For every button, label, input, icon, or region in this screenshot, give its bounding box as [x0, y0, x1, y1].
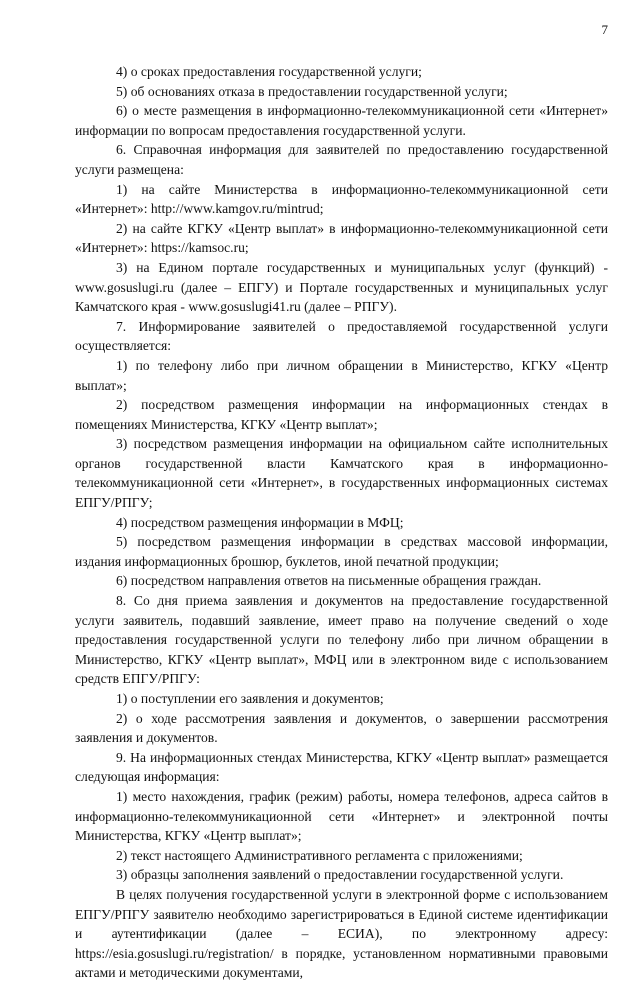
paragraph: В целях получения государственной услуги в электронной форме с использованием ЕПГУ/РПГУ заявителю необходимо зарегистрироваться в Единой системе идентификации и аутентификации (далее – ЕСИА), по электронному адресу: https://esia.gosuslugi.ru/registration/ в порядке, установленном нормативными правовыми актами и методическими документами,	[75, 886, 608, 981]
paragraph: 3) образцы заполнения заявлений о предоставлении государственной услуги.	[116, 867, 564, 883]
paragraph: 7. Информирование заявителей о предоставляемой государственной услуги осуществляется:	[75, 318, 608, 354]
paragraph: 4) посредством размещения информации в МФЦ;	[116, 514, 404, 530]
document-body	[75, 62, 608, 983]
paragraph: 1) на сайте Министерства в информационно-телекоммуникационной сети «Интернет»: http://www.kamgov.ru/mintrud;	[75, 181, 608, 217]
paragraph: 6) о месте размещения в информационно-телекоммуникационной сети «Интернет» информации по вопросам предоставления государственной услуги.	[75, 103, 608, 138]
paragraph: 5) об основаниях отказа в предоставлении государственной услуги;	[116, 83, 508, 99]
paragraph: 5) посредством размещения информации в средствах массовой информации, издания информационных брошюр, буклетов, иной печатной продукции;	[75, 534, 608, 569]
paragraph: 4) о сроках предоставления государственной услуги;	[116, 64, 422, 79]
paragraph: 6) посредством направления ответов на письменные обращения граждан.	[116, 573, 542, 589]
paragraph: 9. На информационных стендах Министерства, КГКУ «Центр выплат» размещается следующая информация:	[75, 749, 608, 785]
paragraph: 1) по телефону либо при личном обращении в Министерство, КГКУ «Центр выплат»;	[75, 357, 608, 393]
paragraph: 8. Со дня приема заявления и документов на предоставление государственной услуги заявитель, подавший заявление, имеет право на получение сведений о ходе предоставления государственной услуги по телефону либо при личном обращении в Министерство, КГКУ «Центр выплат», МФЦ или в электронном виде с использованием средств ЕПГУ/РПГУ:	[75, 593, 608, 687]
paragraph: 2) текст настоящего Административного регламента с приложениями;	[116, 847, 523, 863]
paragraph: 2) на сайте КГКУ «Центр выплат» в информационно-телекоммуникационной сети «Интернет»: https://kamsoc.ru;	[75, 220, 608, 256]
page-number: 7	[601, 22, 608, 37]
paragraph: 2) посредством размещения информации на информационных стендах в помещениях Министерства, КГКУ «Центр выплат»;	[75, 397, 608, 432]
paragraph: 3) посредством размещения информации на официальном сайте исполнительных органов государственной власти Камчатского края в информационно-телекоммуникационной сети «Интернет», в государственных информационных системах ЕПГУ/РПГУ;	[75, 436, 608, 511]
paragraph: 2) о ходе рассмотрения заявления и документов, о завершении рассмотрения заявления и документов.	[75, 710, 608, 746]
paragraph: 1) о поступлении его заявления и документов;	[116, 691, 384, 706]
paragraph: 1) место нахождения, график (режим) работы, номера телефонов, адреса сайтов в информационно-телекоммуникационной сети «Интернет» и электронной почты Министерства, КГКУ «Центр выплат»;	[75, 788, 608, 844]
paragraph: 6. Справочная информация для заявителей по предоставлению государственной услуги размещена:	[75, 142, 608, 177]
paragraph: 3) на Едином портале государственных и муниципальных услуг (функций) - www.gosuslugi.ru (далее – ЕПГУ) и Портале государственных и муниципальных услуг Камчатского края - www.gosuslugi41.ru (далее – РПГУ).	[75, 259, 608, 315]
